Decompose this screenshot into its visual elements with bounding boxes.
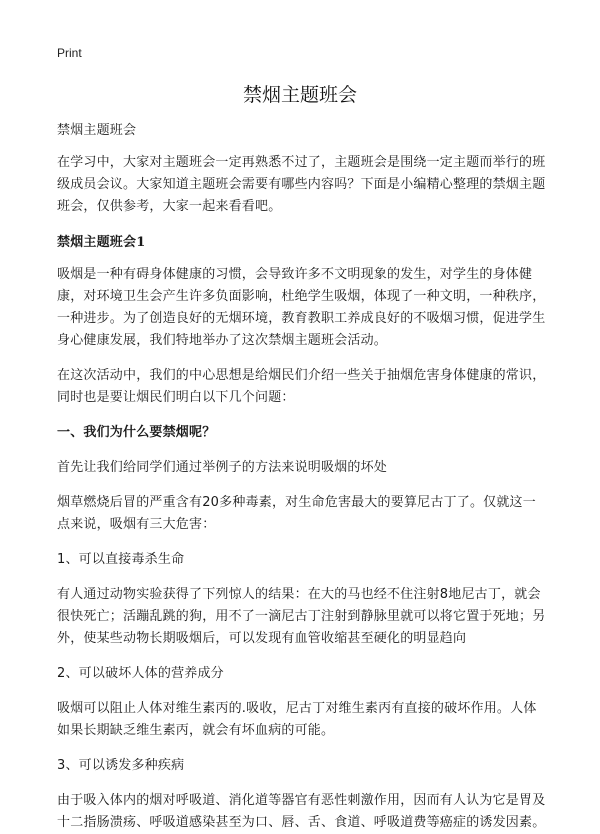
point-2-title: 2、可以破坏人体的营养成分 (57, 666, 224, 681)
article-body (57, 120, 547, 834)
point-3-title: 3、可以诱发多种疾病 (57, 758, 185, 773)
paragraph-2: 在这次活动中，我们的中心思想是给烟民们介绍一些关于抽烟危害身体健康的常识，同时也是要让烟民们明白以下几个问题： (57, 368, 546, 405)
print-label: Print (57, 46, 82, 60)
section-heading: 禁烟主题班会1 (57, 235, 146, 250)
intro-paragraph: 在学习中，大家对主题班会一定再熟悉不过了，主题班会是围绕一定主题而举行的班级成员会议。大家知道主题班会需要有哪些内容吗？下面是小编精心整理的禁烟主题班会，仅供参考，大家一起来看看吧。 (57, 155, 546, 214)
paragraph-1: 吸烟是一种有碍身体健康的习惯，会导致许多不文明现象的发生，对学生的身体健康，对环境卫生会产生许多负面影响，杜绝学生吸烟，体现了一种文明，一种秩序，一种进步。为了创造良好的无烟环境，教育教职工养成良好的不吸烟习惯，促进学生身心健康发展，我们特地举办了这次禁烟主题班会活动。 (57, 267, 546, 348)
paragraph-4: 烟草燃烧后冒的严重含有20多种毒素，对生命危害最大的要算尼古丁了。仅就这一点来说，吸烟有三大危害： (57, 495, 536, 532)
question-heading: 一、我们为什么要禁烟呢？ (57, 425, 216, 440)
point-1-body: 有人通过动物实验获得了下列惊人的结果：在大的马也经不住注射8地尼古丁，就会很快死亡；活蹦乱跳的狗，用不了一滴尼古丁注射到静脉里就可以将它置于死地；另外，使某些动物长期吸烟后，可以发现有血管收缩甚至硬化的明显趋向 (57, 587, 546, 646)
point-3-body: 由于吸入体内的烟对呼吸道、消化道等器官有恶性刺激作用，因而有人认为它是胃及十二指肠溃疡、呼吸道感染甚至为口、唇、舌、食道、呼吸道费等癌症的诱发因素。 (57, 793, 546, 830)
point-2-body: 吸烟可以阻止人体对维生素丙的.吸收，尼古丁对维生素丙有直接的破坏作用。人体如果长期缺乏维生素丙，就会有坏血病的可能。 (57, 701, 537, 738)
page-title: 禁烟主题班会 (242, 84, 357, 106)
point-1-title: 1、可以直接毒杀生命 (57, 552, 185, 567)
paragraph-3: 首先让我们给同学们通过举例子的方法来说明吸烟的坏处 (57, 460, 388, 475)
article-subtitle: 禁烟主题班会 (57, 123, 137, 138)
